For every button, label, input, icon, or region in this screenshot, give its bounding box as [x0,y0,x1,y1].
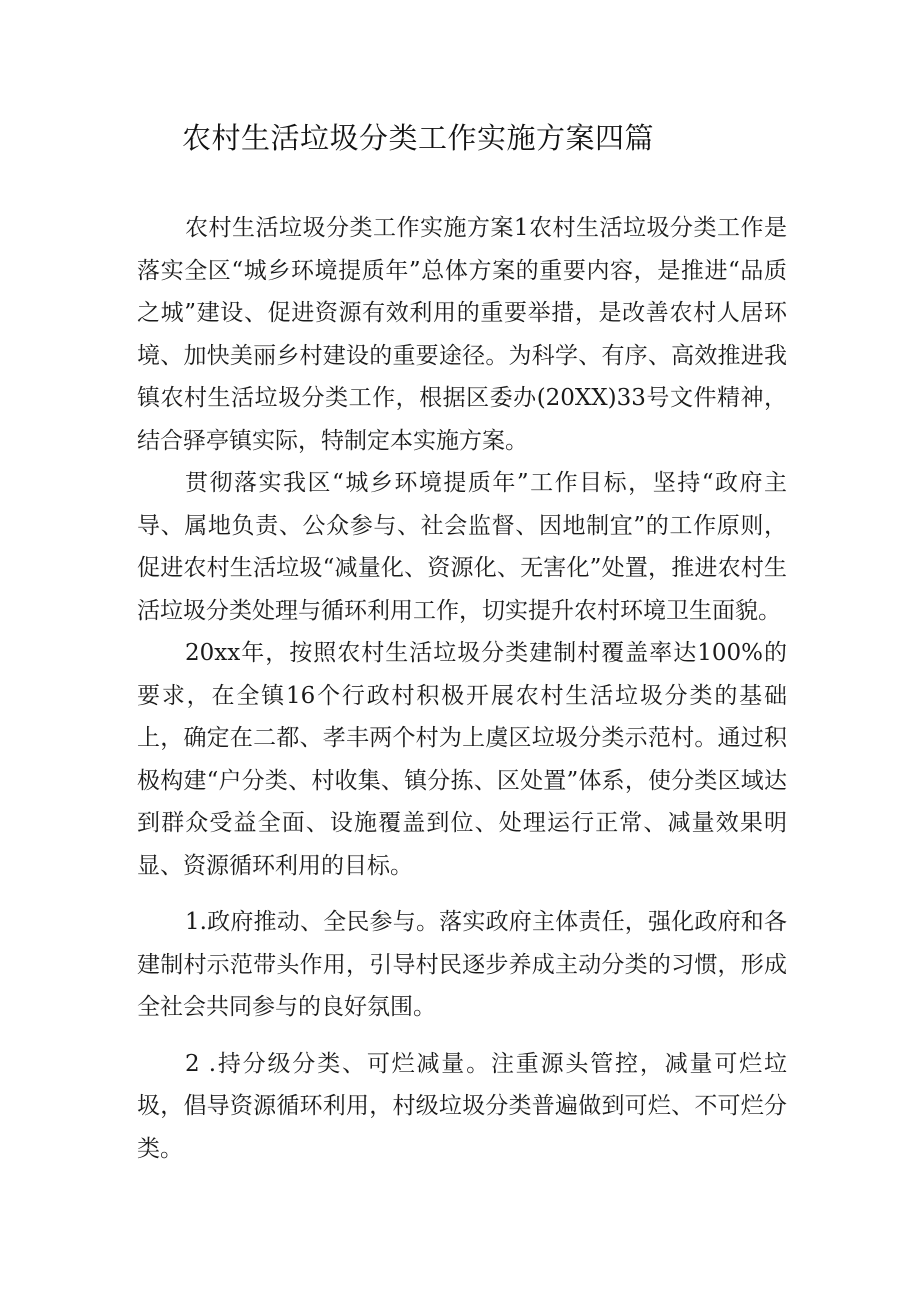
paragraph-intro: 农村生活垃圾分类工作实施方案1农村生活垃圾分类工作是落实全区“城乡环境提质年”总体方案的重要内容，是推进“品质之城”建设、促进资源有效利用的重要举措，是改善农村人居环境、加快美丽乡村建设的重要途径。为科学、有序、高效推进我镇农村生活垃圾分类工作，根据区委办(20XX)33号文件精神，结合驿亭镇实际，特制定本实施方案。 [137,215,787,454]
paragraph-targets: 20xx年，按照农村生活垃圾分类建制村覆盖率达100%的要求，在全镇16个行政村积极开展农村生活垃圾分类的基础上，确定在二都、孝丰两个村为上虞区垃圾分类示范村。通过积极构建“户分类、村收集、镇分拣、区处置”体系，使分类区域达到群众受益全面、设施覆盖到位、处理运行正常、减量效果明显、资源循环利用的目标。 [137,640,787,879]
document-title: 农村生活垃圾分类工作实施方案四篇 [182,121,655,155]
document-body [137,207,787,1170]
paragraph-item-2: 2 .持分级分类、可烂减量。注重源头管控，减量可烂垃圾，倡导资源循环利用，村级垃圾分类普遍做到可烂、不可烂分类。 [137,1050,787,1162]
paragraph-item-1: 1.政府推动、全民参与。落实政府主体责任，强化政府和各建制村示范带头作用，引导村民逐步养成主动分类的习惯，形成全社会共同参与的良好氛围。 [137,909,787,1020]
paragraph-goal-principles: 贯彻落实我区“城乡环境提质年”工作目标，坚持“政府主导、属地负责、公众参与、社会监督、因地制宜”的工作原则，促进农村生活垃圾“减量化、资源化、无害化”处置，推进农村生活垃圾分类处理与循环利用工作，切实提升农村环境卫生面貌。 [137,470,787,624]
